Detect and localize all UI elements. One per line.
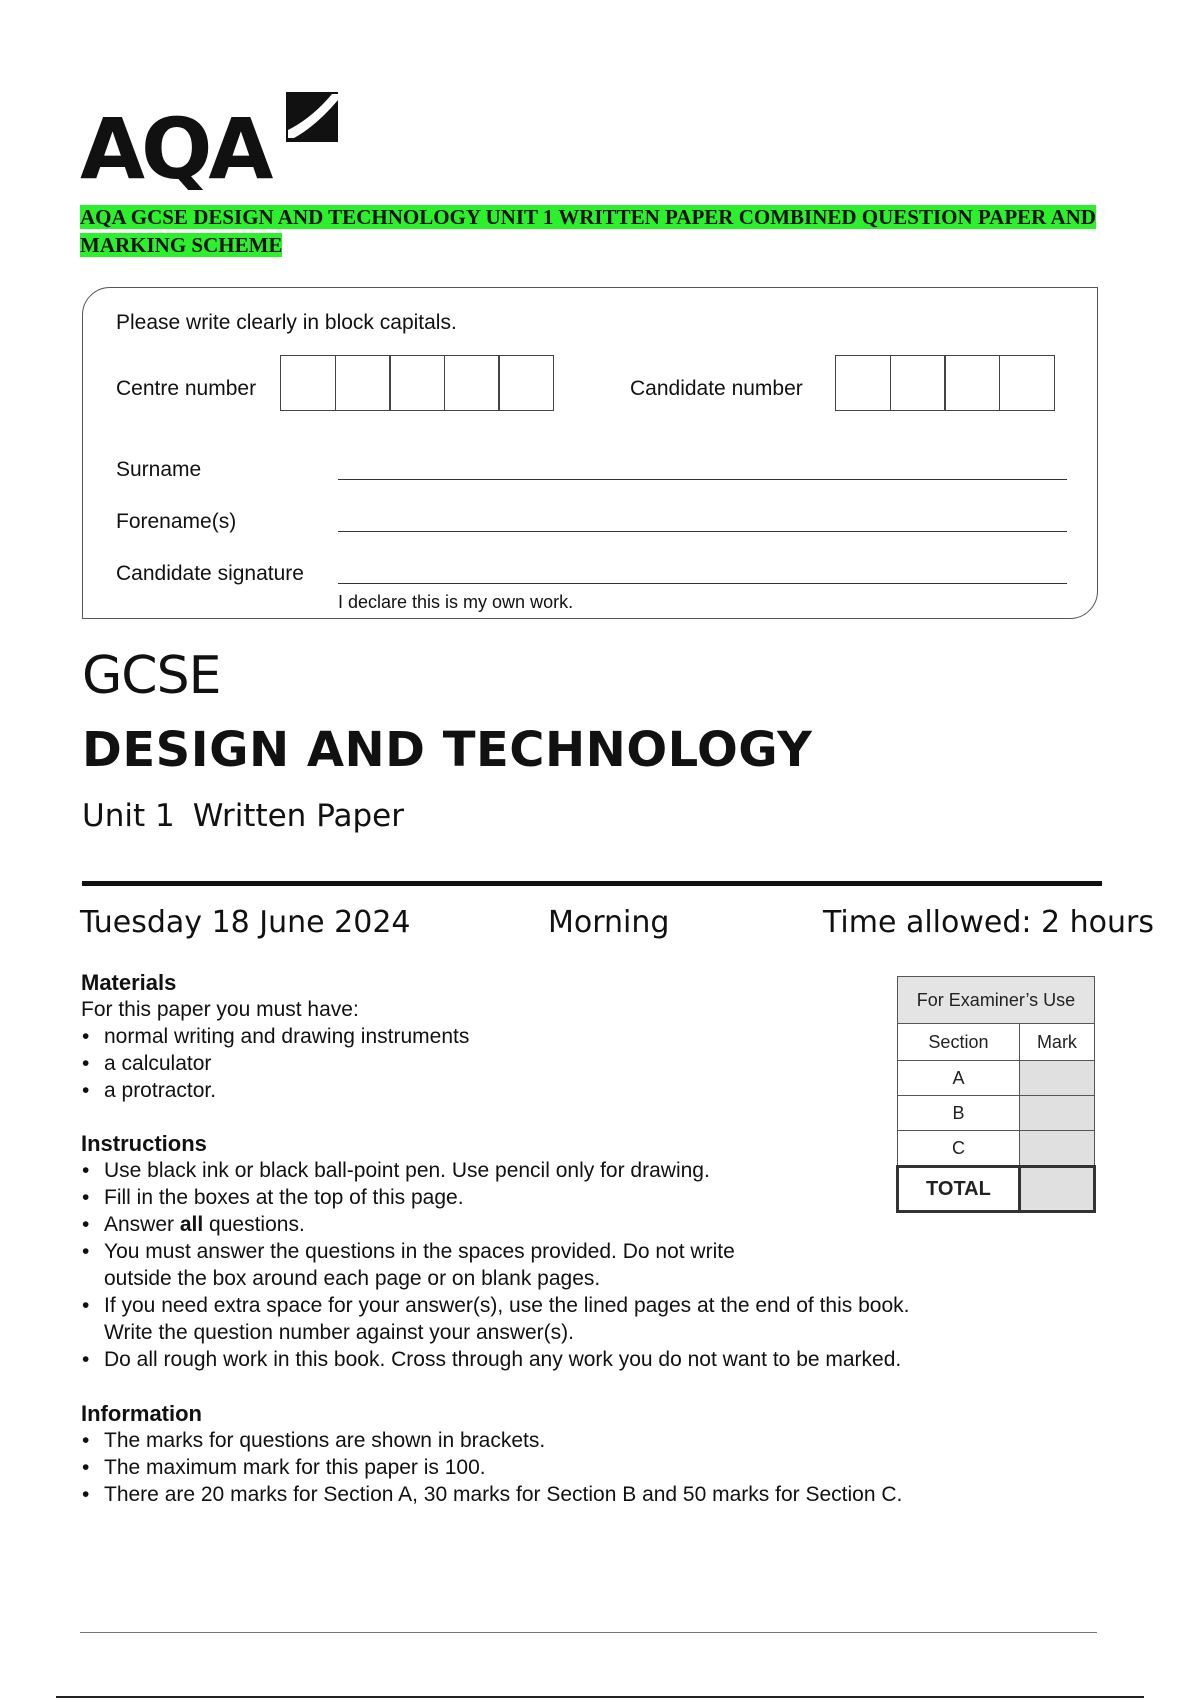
section-c-mark-cell[interactable] <box>1019 1131 1094 1167</box>
declaration-text: I declare this is my own work. <box>338 592 574 612</box>
materials-list <box>81 1023 821 1104</box>
heading-rule <box>82 881 1102 886</box>
signature-label: Candidate signature <box>116 562 304 585</box>
surname-label: Surname <box>116 458 202 481</box>
section-a-mark-cell[interactable] <box>1019 1061 1094 1096</box>
materials-section <box>81 970 821 1104</box>
candidate-number-boxes <box>835 355 1055 411</box>
materials-intro: For this paper you must have: <box>81 998 359 1021</box>
examiner-use-table <box>896 976 1096 1213</box>
signature-line[interactable] <box>338 583 1067 584</box>
total-mark-cell[interactable] <box>1019 1167 1094 1212</box>
section-column-header: Section <box>898 1024 1020 1061</box>
list-item: • You must answer the questions in the spaces provided. Do not write outside the box around each page or on blank pages. <box>81 1238 1101 1292</box>
qualification-level: GCSE <box>82 646 221 706</box>
total-label: TOTAL <box>898 1167 1020 1212</box>
materials-heading: Materials <box>81 970 177 995</box>
candidate-number-label: Candidate number <box>630 377 803 400</box>
list-item: • a calculator <box>81 1050 821 1077</box>
centre-number-boxes <box>280 355 554 411</box>
centre-number-digit-box[interactable] <box>389 355 445 411</box>
centre-number-digit-box[interactable] <box>280 355 336 411</box>
unit-number: Unit 1 <box>82 798 175 834</box>
candidate-number-digit-box[interactable] <box>890 355 946 411</box>
instructions-heading: Instructions <box>81 1131 207 1156</box>
time-allowed: Time allowed: 2 hours <box>823 905 1155 940</box>
list-item: • If you need extra space for your answer(s), use the lined pages at the end of this book. Write the question number against your answer(s). <box>81 1292 1101 1346</box>
information-section <box>81 1401 1101 1508</box>
mark-column-header: Mark <box>1019 1024 1094 1061</box>
candidate-number-digit-box[interactable] <box>999 355 1055 411</box>
list-item: • normal writing and drawing instruments <box>81 1023 821 1050</box>
forenames-label: Forename(s) <box>116 510 237 533</box>
centre-number-digit-box[interactable] <box>444 355 500 411</box>
section-b-mark-cell[interactable] <box>1019 1096 1094 1131</box>
forenames-line[interactable] <box>338 531 1067 532</box>
information-list <box>81 1427 1101 1508</box>
svg-text:AQA: AQA <box>80 100 270 190</box>
candidate-number-digit-box[interactable] <box>835 355 891 411</box>
surname-line[interactable] <box>338 479 1067 480</box>
exam-date: Tuesday 18 June 2024 <box>80 905 411 940</box>
footer-rule <box>80 1632 1097 1633</box>
centre-number-digit-box[interactable] <box>335 355 391 411</box>
list-item: • The marks for questions are shown in brackets. <box>81 1427 1101 1454</box>
block-capitals-instruction: Please write clearly in block capitals. <box>116 311 457 334</box>
examiner-table-title: For Examiner’s Use <box>898 977 1095 1024</box>
centre-number-label: Centre number <box>116 377 257 400</box>
list-item: • a protractor. <box>81 1077 821 1104</box>
list-item: • Do all rough work in this book. Cross through any work you do not want to be marked. <box>81 1346 1101 1373</box>
candidate-number-digit-box[interactable] <box>944 355 1000 411</box>
list-item: • The maximum mark for this paper is 100. <box>81 1454 1101 1481</box>
aqa-tick-mark-icon <box>80 80 350 190</box>
unit-name: Written Paper <box>192 798 404 834</box>
section-b-label: B <box>898 1096 1020 1131</box>
exam-session: Morning <box>548 905 670 940</box>
document-highlight-title <box>80 203 1130 259</box>
list-item: • There are 20 marks for Section A, 30 marks for Section B and 50 marks for Section C. <box>81 1481 1101 1508</box>
information-heading: Information <box>81 1401 202 1426</box>
unit-title <box>82 798 404 834</box>
subject-title: DESIGN AND TECHNOLOGY <box>82 722 813 778</box>
highlight-title-text: AQA GCSE DESIGN AND TECHNOLOGY UNIT 1 WRITTEN PAPER COMBINED QUESTION PAPER AND MARKING SCHEME <box>80 205 1096 257</box>
list-item: • Answer all questions. <box>81 1211 1101 1238</box>
list-item: • Use black ink or black ball-point pen. Use pencil only for drawing. <box>81 1157 1101 1184</box>
aqa-logo <box>80 80 350 190</box>
list-item: • Fill in the boxes at the top of this page. <box>81 1184 1101 1211</box>
centre-number-digit-box[interactable] <box>498 355 554 411</box>
section-c-label: C <box>898 1131 1020 1167</box>
page-edge-rule <box>56 1696 1144 1698</box>
section-a-label: A <box>898 1061 1020 1096</box>
